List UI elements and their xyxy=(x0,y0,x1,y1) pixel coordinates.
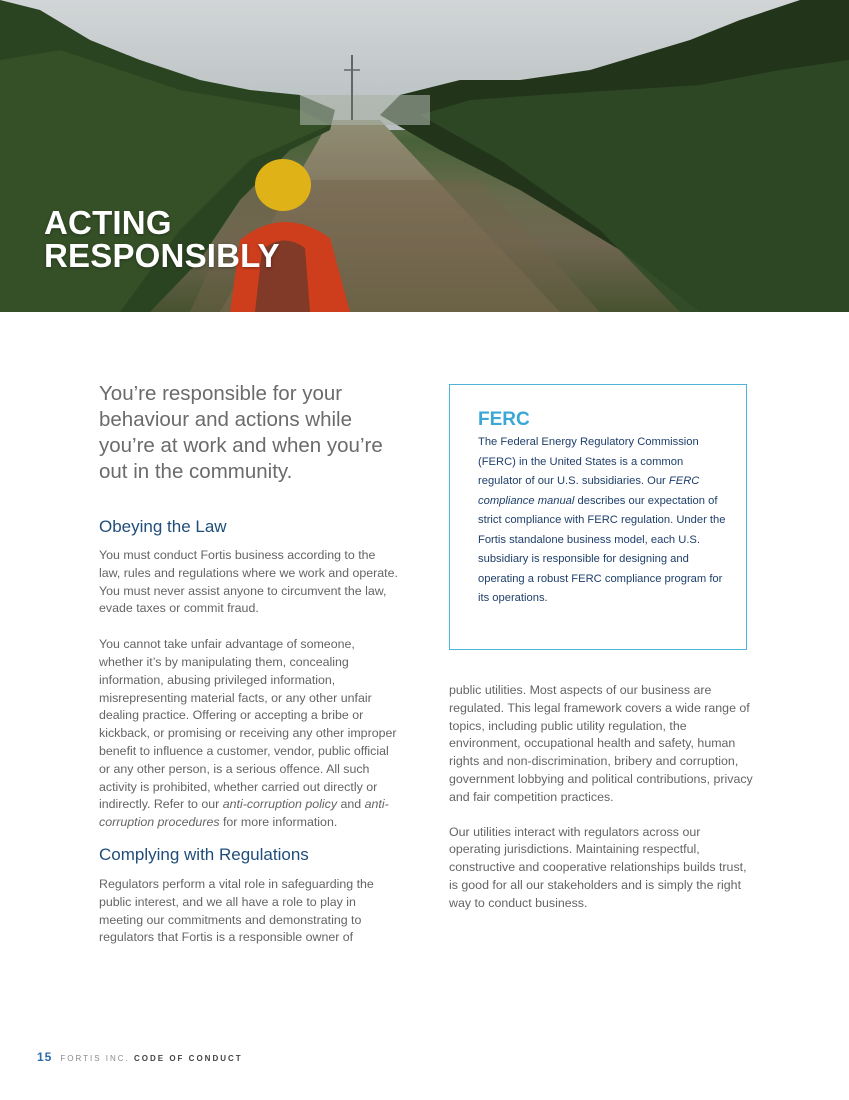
ferc-compliance-manual-link[interactable]: FERC compliance manual xyxy=(478,475,700,507)
intro-statement: You’re responsible for your behaviour and actions while you’re at work and when you’re out in the community. xyxy=(99,382,383,483)
ferc-text-part-2: describes our expectation of strict compliance with FERC regulation. Under the Fortis standalone business model, each U.S. subsidiary is responsible for designing and operating a robust FERC compliance program for its operations. xyxy=(478,494,726,604)
obeying-p2-text: You cannot take unfair advantage of someone, whether it’s by manipulating them, concealing information, abusing privileged information, misrepresenting material facts, or any other unfair dealing practice. Offering or accepting a bribe or kickback, or promising or receiving any other improper benefit to influence a customer, vendor, public official or any other person, is a serious offence. All such activity is prohibited, whether carried out directly or indirectly. Refer to our xyxy=(99,637,397,812)
anti-corruption-policy-link[interactable]: anti-corruption policy xyxy=(222,797,338,812)
anti-corruption-procedures-link[interactable]: anti-corruption procedures xyxy=(99,797,389,830)
obeying-p2-end: for more information. xyxy=(219,815,338,830)
title-line-1: ACTING xyxy=(44,204,172,241)
footer-company: FORTIS INC. xyxy=(60,1054,134,1063)
obeying-p2-and: and xyxy=(337,797,365,812)
right-column xyxy=(449,682,754,913)
page-title xyxy=(44,206,280,272)
ferc-description xyxy=(478,433,728,609)
heading-obeying-the-law: Obeying the Law xyxy=(99,517,227,536)
heading-complying-with-regulations: Complying with Regulations xyxy=(99,844,309,864)
ferc-text-part-1: The Federal Energy Regulatory Commission (FERC) in the United States is a common regulator of our U.S. subsidiaries. Our xyxy=(478,436,699,487)
right-paragraph-2: Our utilities interact with regulators across our operating jurisdictions. Maintaining respectful, constructive and cooperative relationships builds trust, is good for all our stakeholders and is simply the right way to conduct business. xyxy=(449,824,747,910)
page-footer xyxy=(37,1050,243,1064)
ferc-callout-box xyxy=(449,384,747,650)
complying-paragraph-1: Regulators perform a vital role in safeguarding the public interest, and we all have a role to play in meeting our commitments and demonstrating to regulators that Fortis is a responsible owner of xyxy=(99,876,374,945)
title-line-2: RESPONSIBLY xyxy=(44,237,280,274)
ferc-title: FERC xyxy=(478,409,530,430)
footer-document-title: CODE OF CONDUCT xyxy=(134,1054,243,1063)
obeying-paragraph-2 xyxy=(99,636,399,832)
hero-banner xyxy=(0,0,849,312)
right-paragraph-1: public utilities. Most aspects of our business are regulated. This legal framework covers a wide range of topics, including public utility regulation, the environment, occupational health and safety, human rights and non-discrimination, bribery and corruption, government lobbying and political contributions, privacy and fair competition practices. xyxy=(449,683,753,804)
page-number: 15 xyxy=(37,1050,53,1064)
obeying-paragraph-1: You must conduct Fortis business according to the law, rules and regulations where we work and operate. You must never assist anyone to circumvent the law, evade taxes or commit fraud. xyxy=(99,548,398,616)
left-column xyxy=(99,381,399,947)
